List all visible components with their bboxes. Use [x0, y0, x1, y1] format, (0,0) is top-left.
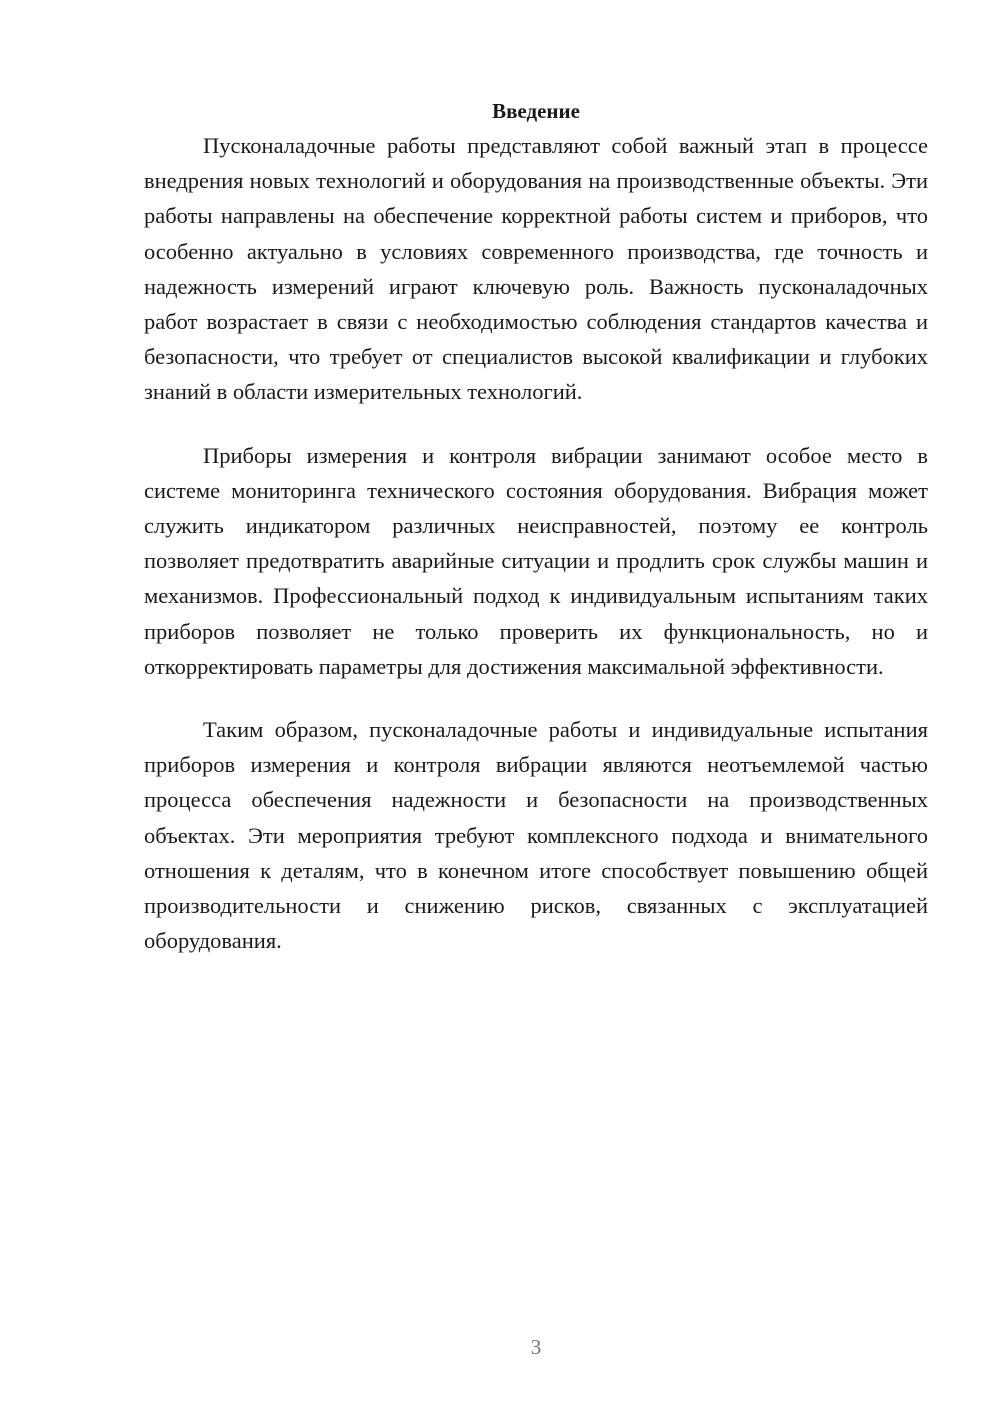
page-content	[144, 96, 928, 958]
paragraph-vibration-devices: Приборы измерения и контроля вибрации занимают особое место в системе мониторинга технического состояния оборудования. Вибрация может служить индикатором различных неисправностей, поэтому ее контроль позволяет предотвратить аварийные ситуации и продлить срок службы машин и механизмов. Профессиональный подход к индивидуальным испытаниям таких приборов позволяет не только проверить их функциональность, но и откорректировать параметры для достижения максимальной эффективности.	[144, 442, 928, 679]
section-heading: Введение	[492, 99, 580, 123]
paragraph-conclusion: Таким образом, пусконаладочные работы и индивидуальные испытания приборов измерения и контроля вибрации являются неотъемлемой частью процесса обеспечения надежности и безопасности на производственных объектах. Эти мероприятия требуют комплексного подхода и внимательного отношения к деталям, что в конечном итоге способствует повышению общей производительности и снижению рисков, связанных с эксплуатацией оборудования.	[144, 717, 928, 954]
paragraph-intro: Пусконаладочные работы представляют собой важный этап в процессе внедрения новых технологий и оборудования на производственные объекты. Эти работы направлены на обеспечение корректной работы систем и приборов, что особенно актуально в условиях современного производства, где точность и надежность измерений играют ключевую роль. Важность пусконаладочных работ возрастает в связи с необходимостью соблюдения стандартов качества и безопасности, что требует от специалистов высокой квалификации и глубоких знаний в области измерительных технологий.	[144, 133, 928, 405]
page-number: 3	[530, 1335, 542, 1359]
